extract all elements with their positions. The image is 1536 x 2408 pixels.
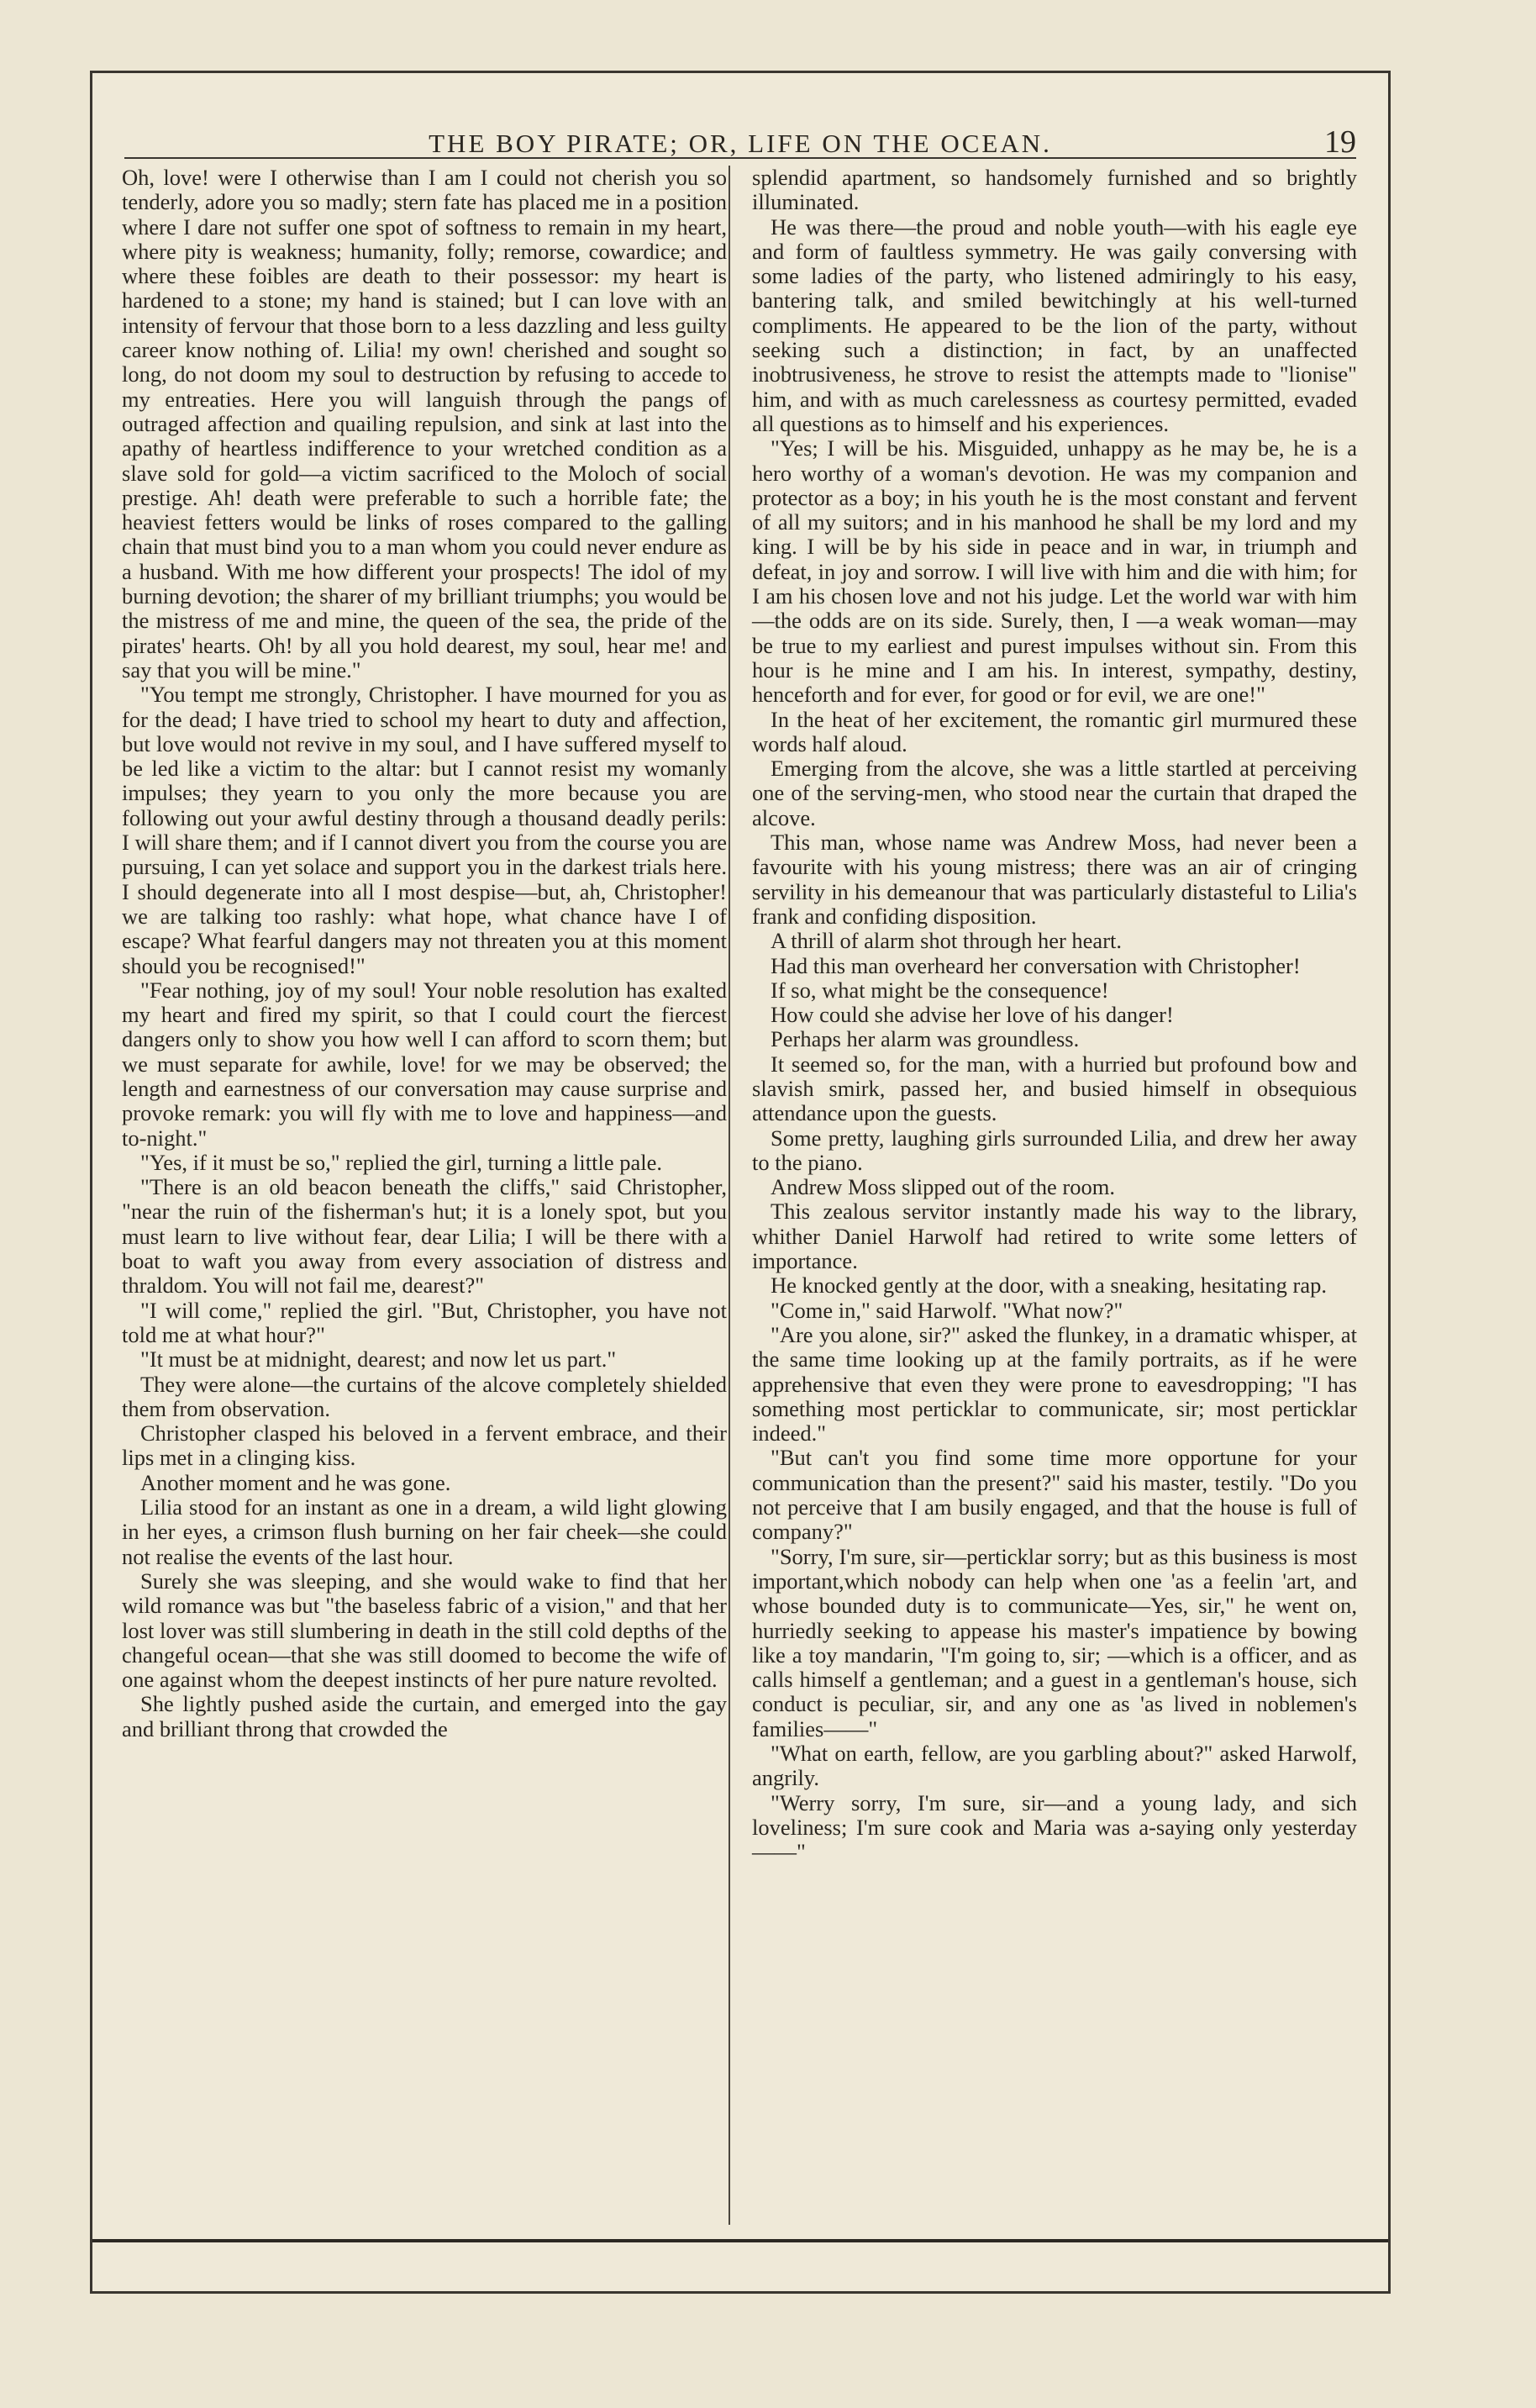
paragraph: She lightly pushed aside the curtain, and emerged into the gay and brilliant throng that crowded the <box>122 1691 727 1741</box>
paragraph: This man, whose name was Andrew Moss, had never been a favourite with his young mistress; there was an air of cringing servility in his demeanour that was particularly distasteful to Lilia's frank and confiding disposition. <box>752 830 1357 929</box>
page-number: 19 <box>1324 124 1356 160</box>
paragraph: Another moment and he was gone. <box>140 1469 451 1495</box>
paragraph: Oh, love! were I otherwise than I am I could not cherish you so tenderly, adore you so madly; stern fate has placed me in a position where I dare not suffer one spot of softness to remain in my heart, where pity is weakness; humanity, folly; remorse, cowardice; and where these foibles are death to their possessor: my heart is hardened to a stone; my hand is stained; but I can love with an intensity of fervour that those born to a less dazzling and less guilty career know nothing of. Lilia! my own! cherished and sought so long, do not doom my soul to destruction by refusing to accede to my entreaties. Here you will languish through the pangs of outraged affection and quailing repulsion, and sink at last into the apathy of heartless indifference to your wretched condition as a slave sold for gold—a victim sacrificed to the Moloch of social prestige. Ah! death were preferable to such a horrible fate; the heaviest fetters would be links of roses compared to the galling chain that must bind you to a man whom you could never endure as a husband. With me how different your prospects! The idol of my burning devotion; the sharer of my brilliant triumphs; you would be the mistress of me and mine, the queen of the sea, the pride of the pirates' hearts. Oh! by all you hold dearest, my soul, hear me! and say that you will be mine." <box>122 165 727 682</box>
paragraph: In the heat of her excitement, the romantic girl murmured these words half aloud. <box>752 706 1357 756</box>
paragraph: "Werry sorry, I'm sure, sir—and a young lady, and sich loveliness; I'm sure cook and Maria was a-saying only yesterday——" <box>752 1789 1357 1865</box>
paragraph: "What on earth, fellow, are you garbling about?" asked Harwolf, angrily. <box>752 1741 1357 1791</box>
paragraph: They were alone—the curtains of the alcove completely shielded them from observation. <box>122 1371 727 1421</box>
paragraph: "Come in," said Harwolf. "What now?" <box>771 1297 1123 1323</box>
paragraph: Emerging from the alcove, she was a little startled at perceiving one of the serving-men, who stood near the curtain that draped the alcove. <box>752 756 1357 830</box>
paragraph: Perhaps her alarm was groundless. <box>771 1026 1080 1052</box>
paragraph: "Yes, if it must be so," replied the girl, turning a little pale. <box>140 1149 662 1175</box>
paragraph: This zealous servitor instantly made his way to the library, whither Daniel Harwolf had retired to write some letters of importance. <box>752 1199 1357 1274</box>
bottom-rule <box>92 2239 1388 2242</box>
paragraph: "It must be at midnight, dearest; and now let us part." <box>140 1346 617 1373</box>
paragraph: "Sorry, I'm sure, sir—perticklar sorry; but as this business is most important,which nobody can help when one 'as a feelin 'art, and whose bounded duty is to communicate—Yes, sir," he went on, hurriedly seeking to appease his master's impatience by bowing like a toy mandarin, "I'm going to, sir; —which is a officer, and as calls himself a gentleman; and a guest in a gentleman's house, sich conduct is peculiar, sir, and any one as 'as lived in noblemen's families——" <box>752 1543 1357 1741</box>
right-column <box>752 166 1357 1864</box>
paragraph: Surely she was sleeping, and she would wake to find that her wild romance was but "the baseless fabric of a vision," and that her lost lover was still slumbering in death in the still cold depths of the changeful ocean—that she was still doomed to become the wife of one against whom the deepest instincts of her pure nature revolted. <box>122 1568 727 1693</box>
paragraph: "You tempt me strongly, Christopher. I have mourned for you as for the dead; I have tried to school my heart to duty and affection, but love would not revive in my soul, and I have suffered myself to be led like a victim to the altar: but I cannot resist my womanly impulses; they yearn to you only the more because you are following out your awful destiny through a thousand deadly perils: I will share them; and if I cannot divert you from the course you are pursuing, I can yet solace and support you in the darkest trials here. I should degenerate into all I most despise—but, ah, Christopher! we are talking too rashly: what hope, what chance have I of escape? What fearful dangers may not threaten you at this moment should you be recognised!" <box>122 682 727 978</box>
paragraph: Some pretty, laughing girls surrounded Lilia, and drew her away to the piano. <box>752 1125 1357 1175</box>
paragraph: "Fear nothing, joy of my soul! Your noble resolution has exalted my heart and fired my spirit, so that I could court the fiercest dangers only to show you how well I can afford to scorn them; but we must separate for awhile, love! for we may be observed; the length and earnestness of our conversation may cause surprise and provoke remark: you will fly with me to love and happiness—and to-night." <box>122 977 727 1151</box>
running-title: THE BOY PIRATE; OR, LIFE ON THE OCEAN. <box>429 129 1052 158</box>
paragraph: Lilia stood for an instant as one in a dream, a wild light glowing in her eyes, a crimson flush burning on her fair cheek—she could not realise the events of the last hour. <box>122 1494 727 1569</box>
paragraph: "There is an old beacon beneath the cliffs," said Christopher, "near the ruin of the fisherman's hut; it is a lonely spot, but you must learn to live without fear, dear Lilia; I will be there with a boat to waft you away from every association of distress and thraldom. You will not fail me, dearest?" <box>122 1174 727 1299</box>
paragraph: How could she advise her love of his danger! <box>771 1002 1174 1028</box>
paragraph: "But can't you find some time more opportune for your communication than the present?" said his master, testily. "Do you not perceive that I am busily engaged, and that the house is full of company?" <box>752 1445 1357 1545</box>
paragraph: He knocked gently at the door, with a sneaking, hesitating rap. <box>771 1272 1327 1299</box>
left-column <box>122 166 727 1741</box>
paragraph: A thrill of alarm shot through her heart. <box>771 928 1123 954</box>
page <box>90 71 1391 2294</box>
paragraph: It seemed so, for the man, with a hurried but profound bow and slavish smirk, passed her, and busied himself in obsequious attendance upon the guests. <box>752 1051 1357 1126</box>
paragraph: Andrew Moss slipped out of the room. <box>771 1174 1115 1200</box>
header-rule <box>124 157 1356 159</box>
paragraph: He was there—the proud and noble youth—with his eagle eye and form of faultless symmetry. He was gaily conversing with some ladies of the party, who listened admiringly to his easy, bantering talk, and smiled bewitchingly at his well-turned compliments. He appeared to be the lion of the party, without seeking such a distinction; in fact, by an unaffected inobtrusiveness, he strove to resist the attempts made to "lionise" him, and with as much carelessness as courtesy permitted, evaded all questions as to himself and his experiences. <box>752 213 1357 436</box>
column-divider <box>729 166 730 2225</box>
paragraph: "Yes; I will be his. Misguided, unhappy as he may be, he is a hero worthy of a woman's devotion. He was my companion and protector as a boy; in his youth he is the most constant and fervent of all my suitors; and in his manhood he shall be my lord and my king. I will be by his side in peace and in war, in triumph and defeat, in joy and sorrow. I will live with him and die with him; for I am his chosen love and not his judge. Let the world war with him—the odds are on its side. Surely, then, I —a weak woman—may be true to my earliest and purest impulses without sin. From this hour is he mine and I am his. In interest, sympathy, destiny, henceforth and for ever, for good or for evil, we are one!" <box>752 435 1357 708</box>
paragraph: Had this man overheard her conversation with Christopher! <box>771 952 1301 978</box>
running-header <box>92 98 1388 174</box>
paragraph: splendid apartment, so handsomely furnished and so brightly illuminated. <box>752 165 1357 215</box>
paragraph: Christopher clasped his beloved in a fervent embrace, and their lips met in a clinging kiss. <box>122 1420 727 1471</box>
paragraph: If so, what might be the consequence! <box>771 977 1109 1003</box>
paragraph: "I will come," replied the girl. "But, Christopher, you have not told me at what hour?" <box>122 1297 727 1347</box>
paragraph: "Are you alone, sir?" asked the flunkey, in a dramatic whisper, at the same time looking up at the family portraits, as if he were apprehensive that even they were prone to eavesdropping; "I has something most perticklar to communicate, sir; most perticklar indeed." <box>752 1321 1357 1446</box>
